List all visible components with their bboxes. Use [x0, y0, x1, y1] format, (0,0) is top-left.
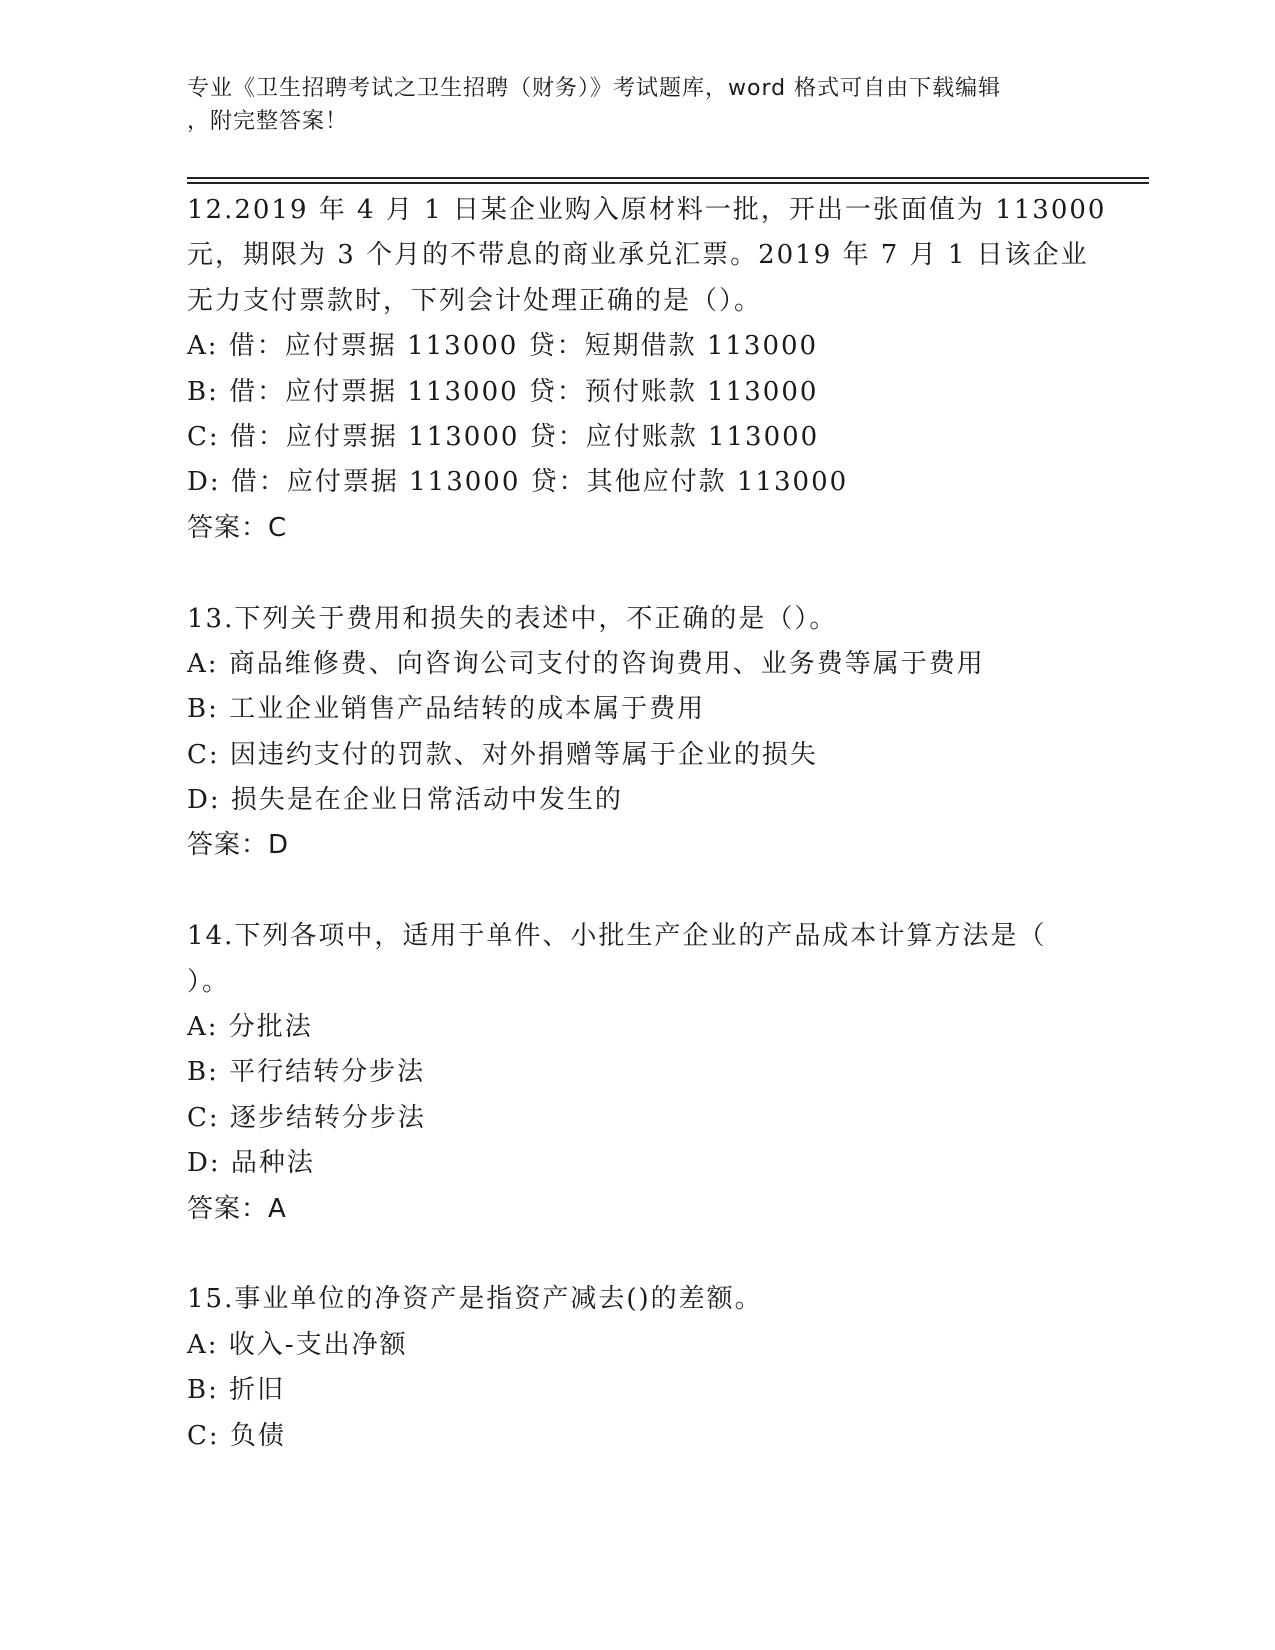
question-15 — [187, 1277, 1087, 1459]
answer-line: 答案：C — [187, 512, 288, 543]
question-13 — [187, 597, 1087, 869]
answer-line: 答案：D — [187, 830, 290, 861]
option-a: A: 借：应付票据 113000 贷：短期借款 113000 — [187, 331, 819, 362]
option-d: D: 品种法 — [187, 1148, 315, 1179]
question-stem-line: 14.下列各项中，适用于单件、小批生产企业的产品成本计算方法是（ — [187, 921, 1047, 952]
question-spacer — [187, 1232, 1087, 1277]
option-a: A: 收入-支出净额 — [187, 1329, 408, 1360]
document-header — [187, 72, 1067, 138]
option-b: B: 借：应付票据 113000 贷：预付账款 113000 — [187, 376, 819, 407]
option-c: C: 借：应付票据 113000 贷：应付账款 113000 — [187, 421, 820, 452]
option-b: B: 工业企业销售产品结转的成本属于费用 — [187, 694, 706, 725]
question-12 — [187, 188, 1107, 551]
question-14 — [187, 914, 1087, 1232]
header-divider-bottom — [187, 182, 1149, 184]
question-stem-line: 无力支付票款时，下列会计处理正确的是（）。 — [187, 285, 763, 316]
answer-line: 答案：A — [187, 1193, 287, 1224]
question-stem-line: ）。 — [187, 966, 231, 997]
option-c: C: 负债 — [187, 1420, 286, 1451]
option-d: D: 损失是在企业日常活动中发生的 — [187, 785, 623, 816]
question-stem-line: 12.2019 年 4 月 1 日某企业购入原材料一批，开出一张面值为 113000 — [187, 195, 1107, 225]
option-c: C: 逐步结转分步法 — [187, 1102, 426, 1133]
question-spacer — [187, 551, 1087, 596]
question-spacer — [187, 869, 1087, 914]
option-b: B: 折旧 — [187, 1375, 286, 1406]
option-b: B: 平行结转分步法 — [187, 1057, 426, 1088]
question-stem-line: 13.下列关于费用和损失的表述中，不正确的是（）。 — [187, 603, 838, 634]
option-a: A: 商品维修费、向咨询公司支付的咨询费用、业务费等属于费用 — [187, 648, 985, 679]
header-line-1: 专业《卫生招聘考试之卫生招聘（财务）》考试题库，word 格式可自由下载编辑 — [187, 76, 1002, 101]
option-a: A: 分批法 — [187, 1012, 313, 1043]
header-line-2: ，附完整答案！ — [187, 109, 349, 134]
header-divider-top — [187, 177, 1149, 179]
option-d: D: 借：应付票据 113000 贷：其他应付款 113000 — [187, 467, 849, 498]
option-c: C: 因违约支付的罚款、对外捐赠等属于企业的损失 — [187, 739, 818, 770]
question-stem-line: 15.事业单位的净资产是指资产减去()的差额。 — [187, 1284, 763, 1315]
question-list — [187, 188, 1107, 1459]
question-stem-line: 元，期限为 3 个月的不带息的商业承兑汇票。2019 年 7 月 1 日该企业 — [187, 240, 1089, 271]
